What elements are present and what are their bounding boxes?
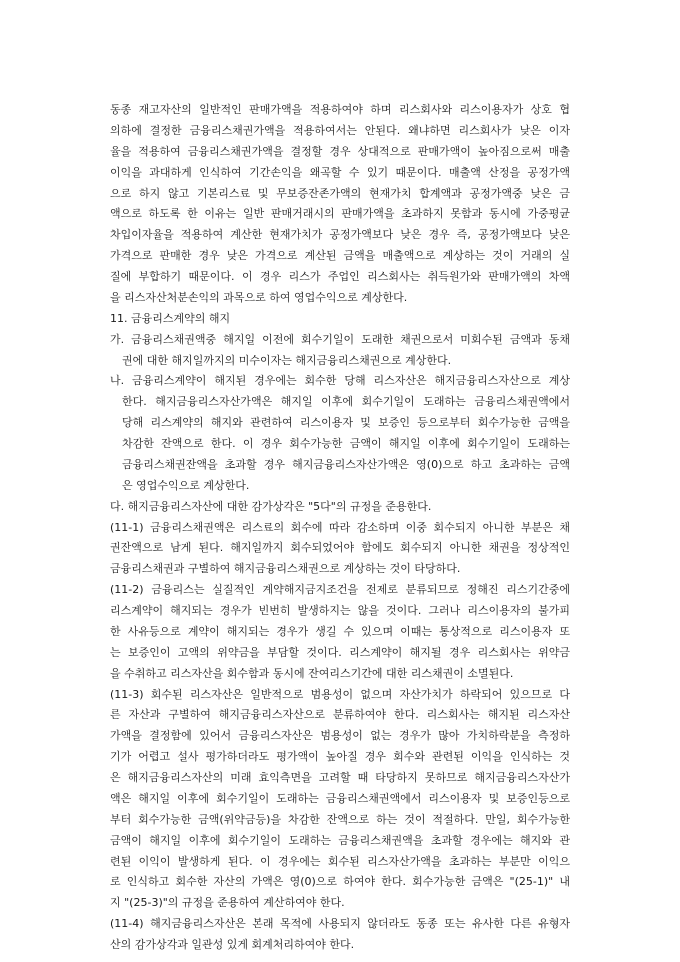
- note-line: 로 인식하고 회수한 자산의 가액은 영(0)으로 하여야 한다. 회수가능한 금액은 "(25-1)" 내: [110, 875, 570, 888]
- paragraph-line: 율을 적용하여 금융리스채권가액을 결정할 경우 상대적으로 판매가액이 높아짐으로써 매출: [110, 145, 570, 158]
- note-line: 기가 어렵고 설사 평가하더라도 평가액이 높아질 경우 회수와 관련된 이익을 인식하는 것: [110, 750, 570, 763]
- list-item: 나. 금융리스계약이 해지된 경우에는 회수한 당해 리스자산은 해지금융리스자산으로 계상: [110, 374, 570, 387]
- list-item-continuation: 차감한 잔액으로 한다. 이 경우 회수가능한 금액이 해지일 이후에 회수기일이 도래하는: [122, 437, 570, 450]
- note-line: 는 보증인이 고액의 위약금을 부담할 것이다. 리스계약이 해지될 경우 리스회사는 위약금: [110, 646, 570, 659]
- note-line: 액은 해지일 이후에 회수기일이 도래하는 금융리스채권액에서 리스이용자 및 보증인등으로: [110, 792, 570, 805]
- note-line: 한 사유등으로 계약이 해지되는 경우가 생길 수 있으며 이때는 통상적으로 리스이용자 또: [110, 625, 570, 638]
- list-item-continuation: 권에 대한 해지일까지의 미수이자는 해지금융리스채권으로 계상한다.: [122, 354, 452, 367]
- list-item-continuation: 금융리스채권잔액을 초과할 경우 해지금융리스자산가액은 영(0)으로 하고 초과하는 금액: [122, 458, 570, 471]
- note-line: 리스계약이 해지되는 경우가 빈번히 발생하지는 않을 것이다. 그러나 리스이용자의 불가피: [110, 604, 570, 617]
- note-line: 권잔액으로 남게 된다. 해지일까지 회수되었어야 함에도 회수되지 아니한 채권을 정상적인: [110, 541, 570, 554]
- paragraph-line: 차입이자율을 적용하여 계산한 현재가치가 공정가액보다 낮은 경우 즉, 공정가액보다 낮은: [110, 228, 570, 241]
- note-line: 산의 감가상각과 일관성 있게 회계처리하여야 한다.: [110, 938, 355, 951]
- list-item-continuation: 한다. 해지금융리스자산가액은 해지일 이후에 회수기일이 도래하는 금융리스채권액에서: [122, 395, 570, 408]
- paragraph-line: 질에 부합하기 때문이다. 이 경우 리스가 주업인 리스회사는 취득원가와 판매가액의 차액: [110, 270, 570, 283]
- note-line: 부터 회수가능한 금액(위약금등)을 차감한 잔액으로 하는 것이 적절하다. 만일, 회수가능한: [110, 813, 570, 826]
- note-line: 금융리스채권과 구별하여 해지금융리스채권으로 계상하는 것이 타당하다.: [110, 562, 461, 575]
- note-line: (11-3) 회수된 리스자산은 일반적으로 범용성이 없으며 자산가치가 하락되어 있으므로 다: [110, 688, 570, 701]
- note-line: (11-1) 금융리스채권액은 리스료의 회수에 따라 감소하며 이중 회수되지 아니한 부분은 채: [110, 521, 570, 534]
- note-line: 가액을 결정함에 있어서 금융리스자산은 범용성이 없는 경우가 많아 가치하락분을 측정하: [110, 729, 570, 742]
- section-heading: 11. 금융리스계약의 해지: [110, 312, 231, 325]
- note-line: 련된 이익이 발생하게 된다. 이 경우에는 회수된 리스자산가액을 초과하는 부분만 이익으: [110, 855, 570, 868]
- note-line: 은 해지금융리스자산의 미래 효익측면을 고려할 때 타당하지 못하므로 해지금융리스자산가: [110, 771, 570, 784]
- paragraph-line: 으로 하지 않고 기본리스료 및 무보증잔존가액의 현재가치 합계액과 공정가액중 낮은 금: [110, 187, 570, 200]
- list-item-continuation: 은 영업수익으로 계상한다.: [122, 479, 250, 492]
- list-item-continuation: 당해 리스계약의 해지와 관련하여 리스이용자 및 보증인 등으로부터 회수가능한 금액을: [122, 416, 570, 429]
- note-line: (11-2) 금융리스는 실질적인 계약해지금지조건을 전제로 분류되므로 정해진 리스기간중에: [110, 583, 570, 596]
- paragraph-line: 액으로 하도록 한 이유는 일반 판매거래시의 판매가액을 초과하지 못함과 동시에 가중평균: [110, 207, 570, 220]
- list-item: 가. 금융리스채권액중 해지일 이전에 회수기일이 도래한 채권으로서 미회수된 금액과 동채: [110, 333, 570, 346]
- paragraph-line: 의하에 결정한 금융리스채권가액을 적용하여서는 안된다. 왜냐하면 리스회사가 낮은 이자: [110, 124, 570, 137]
- note-line: 금액이 해지일 이후에 회수기일이 도래하는 금융리스채권액을 초과할 경우에는 해지와 관: [110, 834, 570, 847]
- note-line: 른 자산과 구별하여 해지금융리스자산으로 분류하여야 한다. 리스회사는 해지된 리스자산: [110, 708, 570, 721]
- list-item: 다. 해지금융리스자산에 대한 감가상각은 "5다"의 규정을 준용한다.: [110, 500, 432, 513]
- note-line: 을 수취하고 리스자산을 회수함과 동시에 잔여리스기간에 대한 리스채권이 소멸된다.: [110, 667, 514, 680]
- note-line: (11-4) 해지금융리스자산은 본래 목적에 사용되지 않더라도 동종 또는 유사한 다른 유형자: [110, 917, 570, 930]
- paragraph-line: 가격으로 판매한 경우 낮은 가격으로 계산된 금액을 매출액으로 계상하는 것이 거래의 실: [110, 249, 570, 262]
- paragraph-line: 이익을 과대하게 인식하여 기간손익을 왜곡할 수 있기 때문이다. 매출액 산정을 공정가액: [110, 166, 570, 179]
- note-line: 지 "(25-3)"의 규정을 준용하여 계산하여야 한다.: [110, 896, 345, 909]
- paragraph-line: 동종 재고자산의 일반적인 판매가액을 적용하여야 하며 리스회사와 리스이용자가 상호 협: [110, 103, 570, 116]
- paragraph-line: 을 리스자산처분손익의 과목으로 하여 영업수익으로 계상한다.: [110, 291, 408, 304]
